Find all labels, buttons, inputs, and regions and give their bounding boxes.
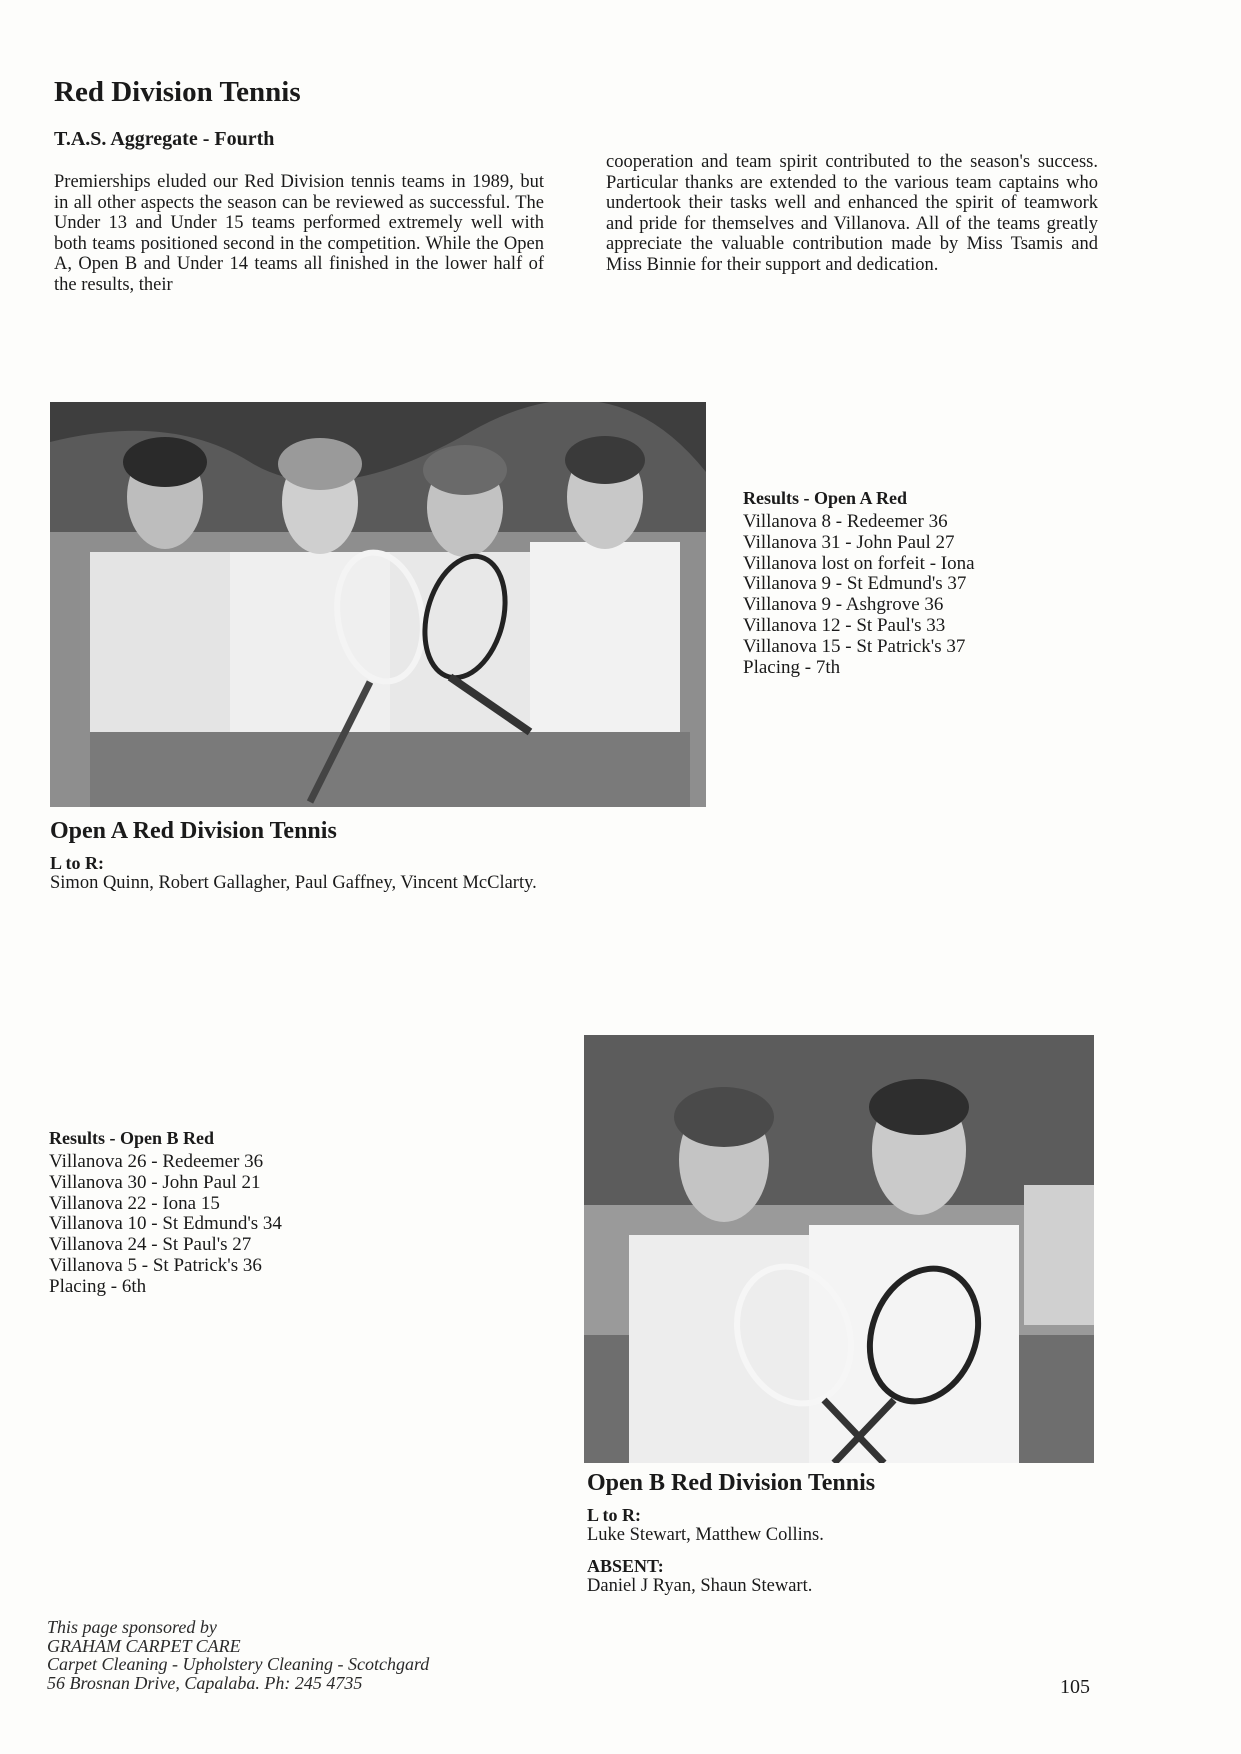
open-b-results — [49, 1128, 389, 1298]
result-item: Villanova 15 - St Patrick's 37 — [743, 635, 966, 657]
result-item: Villanova 9 - Ashgrove 36 — [743, 594, 944, 616]
sponsor-name: GRAHAM CARPET CARE — [47, 1635, 241, 1656]
sponsor-block — [47, 1618, 567, 1692]
open-a-lr-label: L to R: — [50, 853, 104, 873]
page-title: Red Division Tennis — [54, 76, 301, 108]
result-item: Villanova 31 - John Paul 27 — [743, 531, 955, 553]
open-a-results-title: Results - Open A Red — [743, 488, 908, 508]
open-a-caption-title: Open A Red Division Tennis — [50, 818, 337, 844]
open-b-absent-label: ABSENT: — [587, 1556, 664, 1576]
sponsor-line: This page sponsored by — [47, 1617, 217, 1637]
result-item: Villanova 5 - St Patrick's 36 — [49, 1254, 262, 1276]
result-item: Villanova 30 - John Paul 21 — [49, 1171, 261, 1193]
open-b-absent-names: Daniel J Ryan, Shaun Stewart. — [587, 1576, 813, 1596]
result-item: Placing - 6th — [49, 1275, 147, 1297]
sponsor-line: Carpet Cleaning - Upholstery Cleaning - Scotchgard — [47, 1654, 430, 1674]
page-subtitle: T.A.S. Aggregate - Fourth — [54, 128, 275, 150]
open-a-names: Simon Quinn, Robert Gallagher, Paul Gaffney, Vincent McClarty. — [50, 873, 537, 893]
result-item: Villanova 22 - Iona 15 — [49, 1192, 220, 1214]
sponsor-address: 56 Brosnan Drive, Capalaba. Ph: 245 4735 — [47, 1672, 363, 1693]
result-item: Placing - 7th — [743, 656, 841, 678]
open-b-caption — [587, 1470, 1107, 1597]
intro-paragraph-left: Premierships eluded our Red Division tennis teams in 1989, but in all other aspects the season can be reviewed as successful. The Under 13 and Under 15 teams performed extremely well with both teams positioned second in the competition. While the Open A, Open B and Under 14 teams all finished in the lower half of the results, their — [54, 172, 544, 295]
open-b-names: Luke Stewart, Matthew Collins. — [587, 1525, 824, 1545]
page-number: 105 — [1060, 1676, 1090, 1698]
open-a-team-photo — [50, 402, 706, 807]
open-b-results-title: Results - Open B Red — [49, 1128, 215, 1148]
result-item: Villanova lost on forfeit - Iona — [743, 552, 975, 574]
open-b-team-photo — [584, 1035, 1094, 1463]
open-b-caption-title: Open B Red Division Tennis — [587, 1470, 876, 1496]
open-a-results — [743, 488, 1083, 678]
result-item: Villanova 12 - St Paul's 33 — [743, 614, 946, 636]
result-item: Villanova 9 - St Edmund's 37 — [743, 573, 967, 595]
intro-paragraph-right: cooperation and team spirit contributed to the season's success. Particular thanks are extended to the various team captains who undertook their tasks well and enhanced the spirit of teamwork and pride for themselves and Villanova. All of the teams greatly appreciate the valuable contribution made by Miss Tsamis and Miss Binnie for their support and dedication. — [606, 152, 1098, 275]
open-a-caption — [50, 818, 670, 894]
result-item: Villanova 8 - Redeemer 36 — [743, 511, 948, 532]
result-item: Villanova 24 - St Paul's 27 — [49, 1234, 252, 1256]
open-b-lr-label: L to R: — [587, 1505, 641, 1525]
result-item: Villanova 10 - St Edmund's 34 — [49, 1213, 282, 1235]
result-item: Villanova 26 - Redeemer 36 — [49, 1151, 264, 1172]
